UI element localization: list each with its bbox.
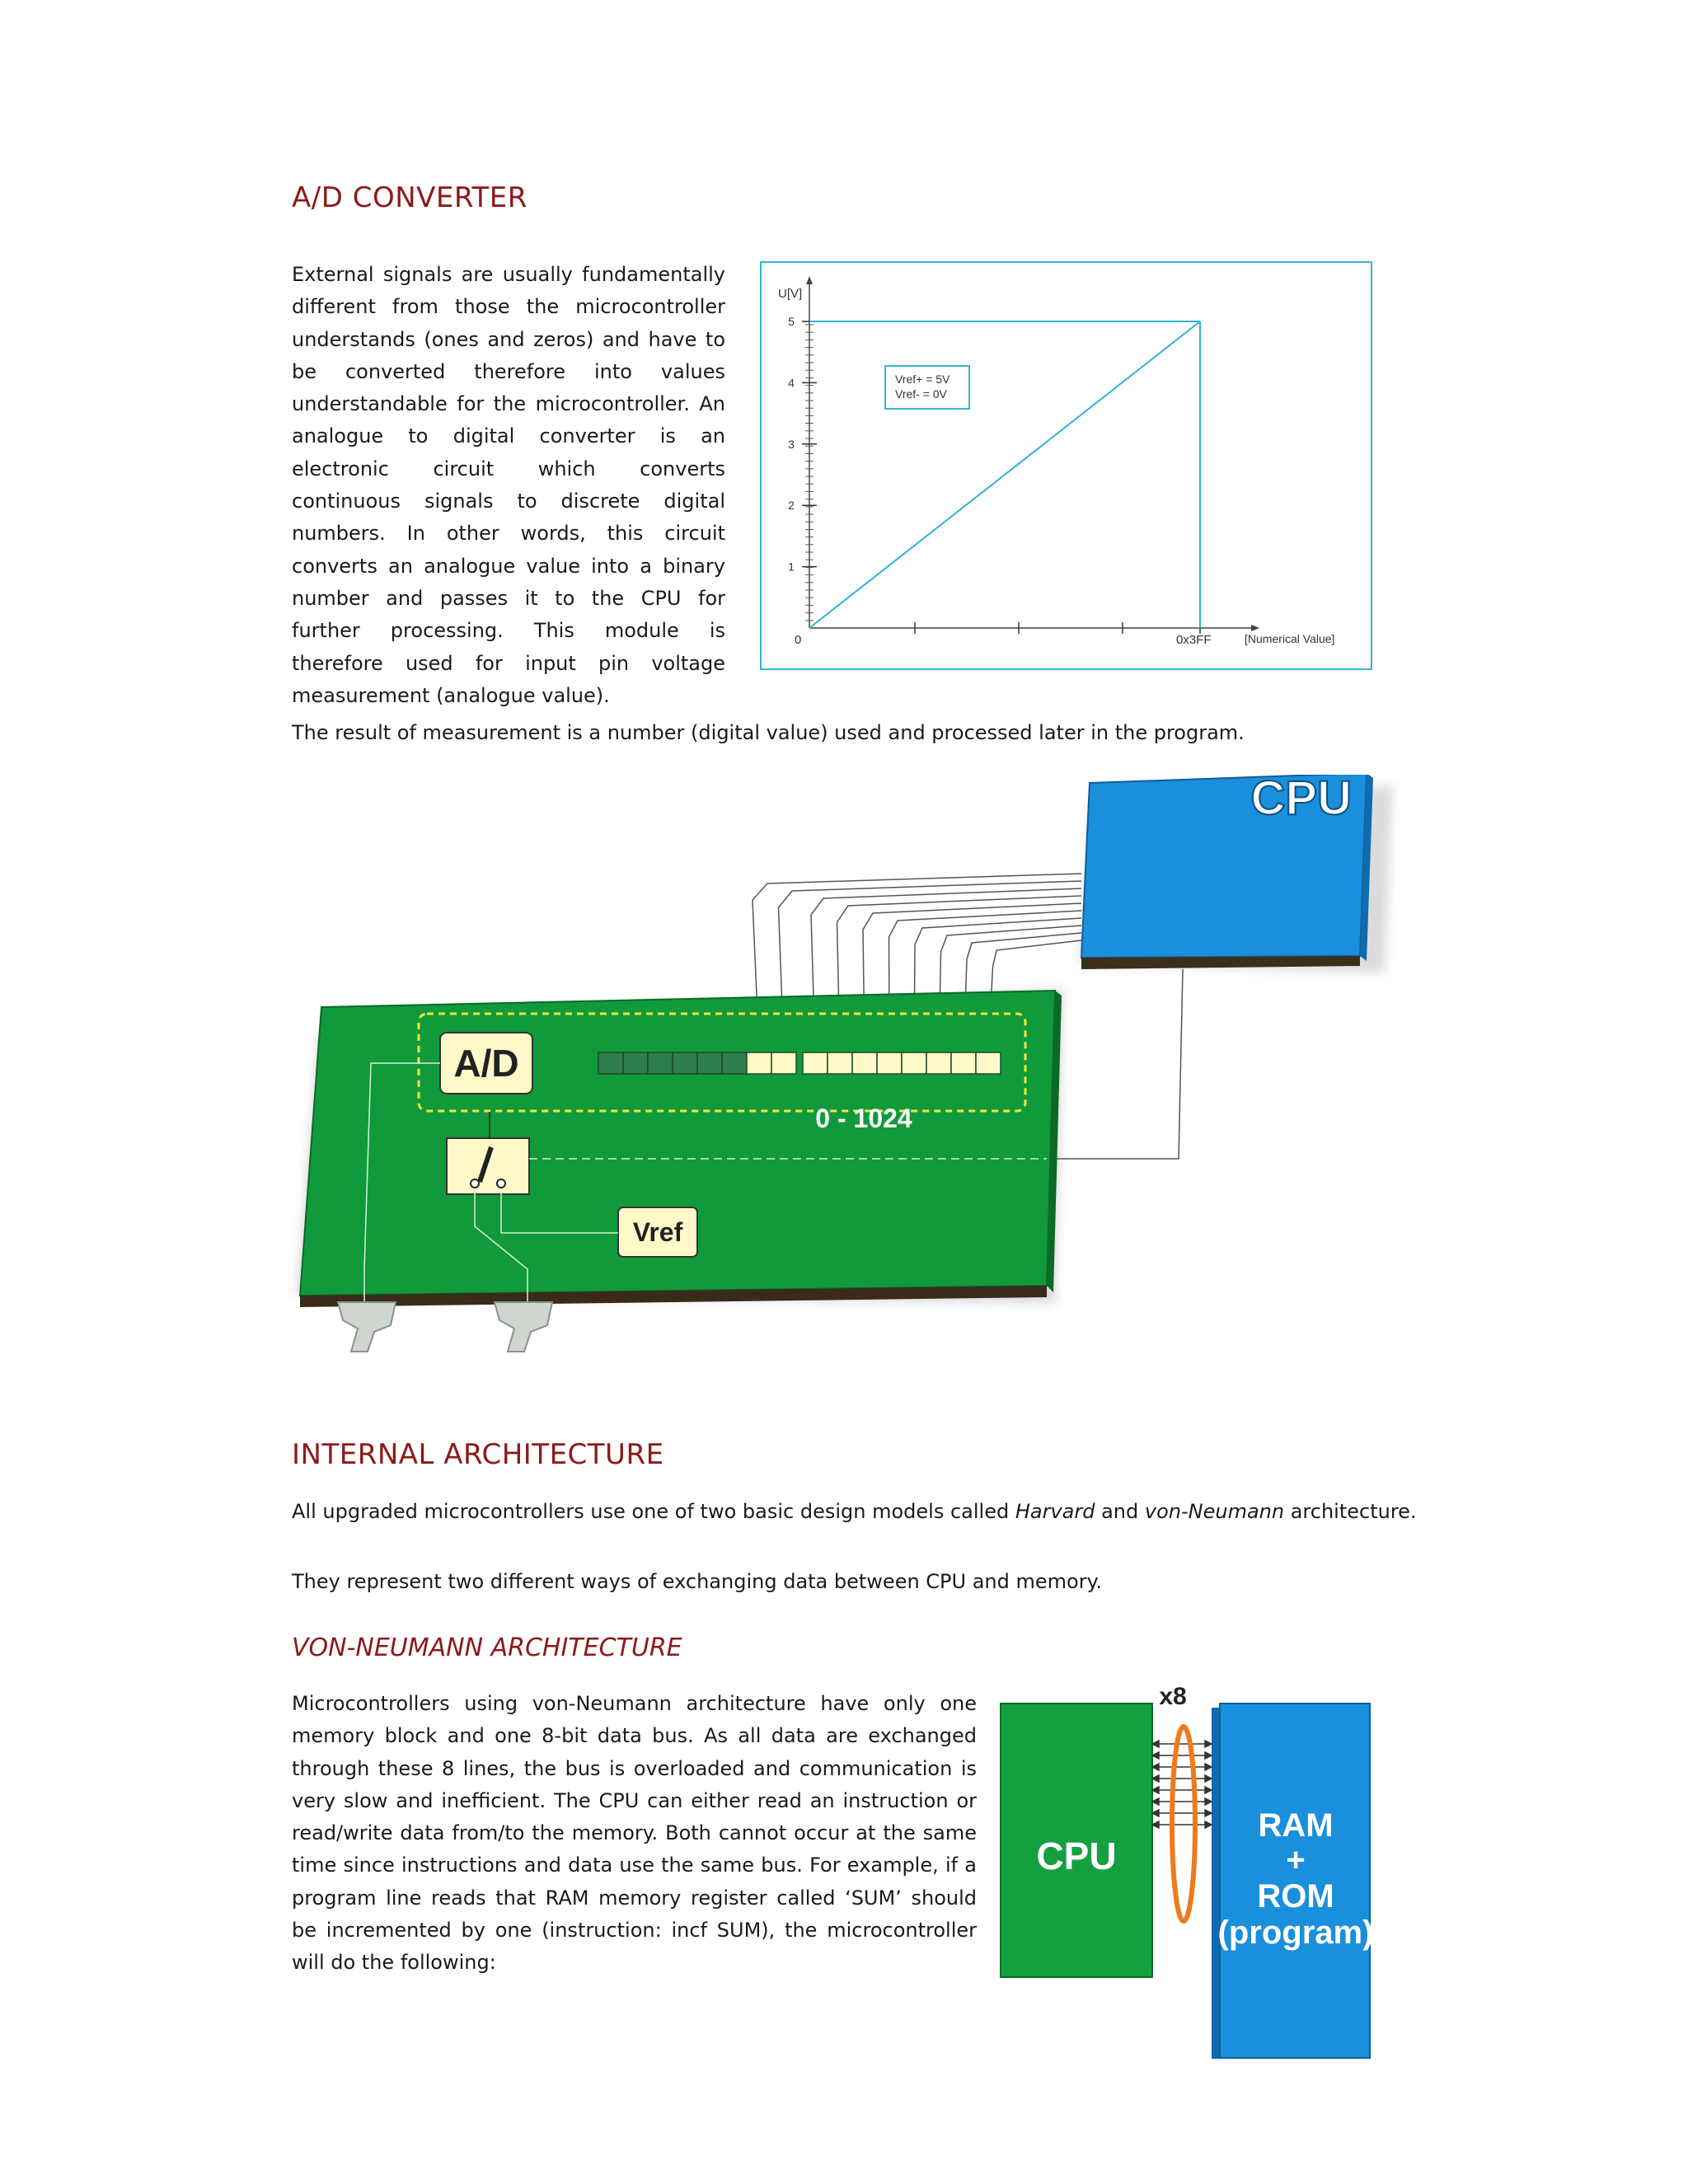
chart-y-tick-label-3: 3 [788,437,795,451]
register-bit-used [803,1052,828,1074]
vn-data-bus [1152,1741,1212,1828]
vn-memory-block [1212,1704,1373,2059]
bus-arrow-left [1152,1798,1159,1805]
register-bit-used [877,1052,902,1074]
register-bit-used [747,1052,771,1074]
bus-arrow-left [1152,1741,1159,1747]
chart-xlabel: [Numerical Value] [1245,632,1335,645]
arch-paragraph-1: All upgraded microcontrollers use one of two basic design models called Harvard and von-Neumann architecture. [292,1500,1417,1523]
register-bit-used [828,1052,852,1074]
vn-mem-line-plus: + [1286,1842,1306,1878]
von-neumann-term: von-Neumann [1144,1500,1285,1523]
register-bit-used [951,1052,976,1074]
bus-arrow-right [1205,1810,1212,1816]
chart-y-tick-label-1: 1 [788,560,795,574]
bus-arrow-left [1152,1821,1159,1828]
cpu-block [1080,775,1393,972]
bus-arrow-right [1205,1798,1212,1805]
bus-arrow-right [1205,1821,1212,1828]
vref-box [618,1207,697,1257]
bus-arrow-right [1205,1787,1212,1793]
ad-board-diagram [288,775,1401,1368]
bus-arrow-left [1152,1775,1159,1782]
section-title-von-neumann: VON-NEUMANN ARCHITECTURE [292,1633,682,1662]
chart-legend-vref-minus: Vref- = 0V [895,387,947,401]
vn-cpu-block [1001,1704,1152,1977]
von-neumann-diagram [996,1681,1383,2069]
ad-result-paragraph: The result of measurement is a number (digital value) used and processed later in the program. [292,721,1245,744]
register-bit-used [976,1052,1001,1074]
vn-cpu-label: CPU [1036,1835,1117,1877]
register-bit-unused [722,1052,747,1074]
vn-mem-line-program: (program) [1217,1915,1374,1951]
arch-paragraph-2: They represent two different ways of exchanging data between CPU and memory. [292,1570,1102,1593]
vn-mem-line-ram: RAM [1258,1807,1334,1844]
ad-label: A/D [453,1042,519,1085]
register-bit-unused [648,1052,673,1074]
section-title-internal-architecture: INTERNAL ARCHITECTURE [292,1438,664,1471]
register-bit-unused [673,1052,697,1074]
register-bit-used [771,1052,796,1074]
voltage-chart [760,261,1372,670]
ad-label-box [440,1033,532,1094]
bus-arrow-left [1152,1764,1159,1770]
bus-arrow-right [1205,1741,1212,1747]
vn-mem-line-rom: ROM [1257,1878,1334,1915]
register-bit-used [902,1052,926,1074]
chart-x-tick-label-0x3ff: 0x3FF [1176,633,1212,647]
bus-arrow-right [1205,1764,1212,1770]
chart-y-tick-label-2: 2 [788,499,795,513]
register-bit-unused [697,1052,722,1074]
chart-y-tick-label-4: 4 [788,376,795,390]
von-neumann-paragraph: Microcontrollers using von-Neumann architecture have only one memory block and one 8-bit data bus. As all data are exchanged through these 8 lines, the bus is overloaded and communication is very slow and inefficient. The CPU can either read an instruction or read/write data from/to the memory. Both cannot occur at the same time since instructions and data use the same bus. For example, if a program line reads that RAM memory register called ‘SUM’ should be incremented by one (instruction: incf SUM), the microcontroller will do the following: [292,1692,977,1975]
chart-legend-vref-plus: Vref+ = 5V [895,373,950,386]
bus-arrow-left [1152,1810,1159,1816]
pcb-board [297,989,1063,1307]
chart-frame [761,262,1372,669]
chart-legend [885,366,969,409]
bus-width-label: x8 [1159,1683,1187,1710]
register-bit-unused [623,1052,648,1074]
register-bit-used [852,1052,877,1074]
section-title-ad-converter: A/D CONVERTER [292,181,528,214]
range-label: 0 - 1024 [815,1104,912,1133]
bus-arrow-right [1205,1775,1212,1782]
cpu-label: CPU [1250,775,1352,825]
vref-label: Vref [632,1217,683,1247]
harvard-term: Harvard [1015,1500,1095,1523]
chart-ylabel: U[V] [778,287,803,301]
bus-arrow-left [1152,1787,1159,1793]
input-pins [338,1302,552,1352]
chart-y-tick-label-5: 5 [788,315,795,328]
register-bit-used [926,1052,951,1074]
register-bit-unused [598,1052,623,1074]
bus-arrow-right [1205,1752,1212,1759]
chart-x-tick-label-0: 0 [795,633,802,647]
bus-arrow-left [1152,1752,1159,1759]
ad-intro-paragraph: External signals are usually fundamentally different from those the microcontroller understands (ones and zeros) and have to be converted therefore into values understandable for the microcontroller. An analogue to digital converter is an electronic circuit which converts continuous signals to discrete digital numbers. In other words, this circuit converts an analogue value into a binary number and passes it to the CPU for further processing. This module is therefore used for input pin voltage measurement (analogue value). [292,263,725,707]
